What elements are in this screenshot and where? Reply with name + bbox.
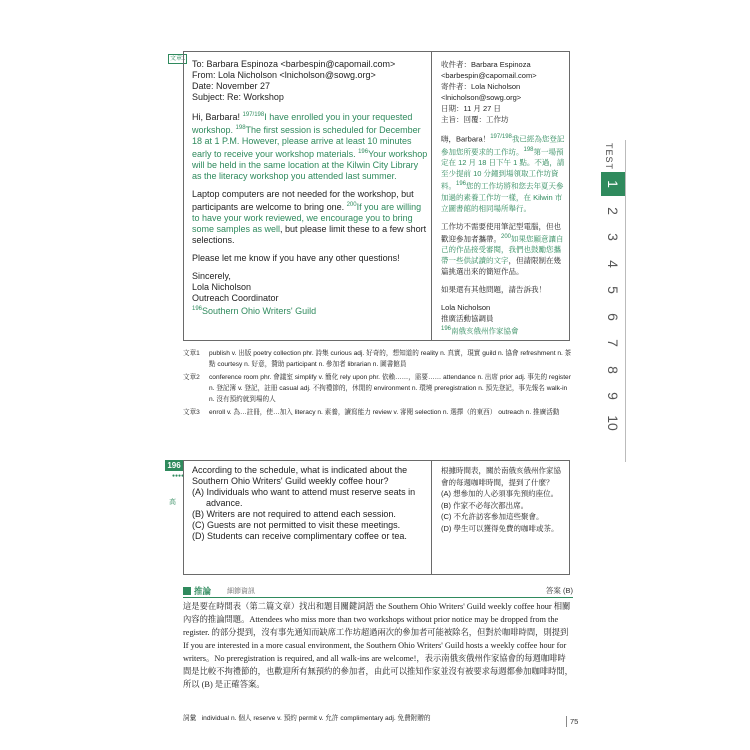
difficulty-dots: ●●●● <box>172 473 185 479</box>
tab-test-3[interactable]: 3 <box>604 233 621 241</box>
email-to: To: Barbara Espinoza <barbespin@capomail.com> <box>192 59 396 69</box>
tab-test-4[interactable]: 4 <box>604 259 621 268</box>
email-date: Date: November 27 <box>192 81 271 91</box>
email-passage-box <box>183 51 570 341</box>
question-number-badge: 196 <box>165 460 183 471</box>
option-d-zh: (D) 學生可以獲得免費的咖啡或茶。 <box>441 523 559 533</box>
explanation-vocab-list: individual n. 個人 reserve v. 預約 permit v. 允許 complimentary adj. 免費附贈的 <box>201 715 431 722</box>
answer-label: 答案 (B) <box>545 586 573 595</box>
question-english <box>192 465 428 542</box>
email-zh-paragraph-1: 嗨，Barbara！$^{197/198}$我已經為您登記參加您所要求的工作坊。$^{198}$第一場預定在 12 月 18 日下午 1 點。不過，請至少提前 10 分鐘到場領取工作坊資料。$^{196}$您的工作坊將和您去年夏天參加過的素養工作坊一樣，在 Kilwin 市立圖書館的相同場所舉行。 <box>441 134 565 213</box>
email-signature: Sincerely, Lola Nicholson Outreach Coordinator $^{196}$Southern Ohio Writers' Guild <box>192 271 317 316</box>
option-d: (D) Students can receive complimentary coffee or tea. <box>192 531 407 541</box>
tab-test-1[interactable]: 1 <box>601 172 625 196</box>
explanation-subtitle: 細節資訊 <box>227 588 255 595</box>
tab-test-6[interactable]: 6 <box>604 312 621 321</box>
divider <box>183 597 573 598</box>
explanation-header <box>183 585 573 597</box>
option-a-continued: advance. <box>206 498 243 508</box>
tab-test-2[interactable]: 2 <box>604 206 621 215</box>
option-c: (C) Guests are not permitted to visit these meetings. <box>192 520 401 530</box>
passage-tag: 文章1 <box>170 56 186 62</box>
vocab-row: 文章2 conference room phr. 會議室 simplify v. 簡化 rely upon phr. 依賴……，需要…… attendance n. 出席 prior adj. 事先的 register n. 登記簿 v. 登記，註冊 casual adj. 不拘禮節的，休閒的 environment n. 環境 preregistration n. 預先登記，事先報名 walk-in n. 沒有預約就到場的人 <box>183 374 571 403</box>
question-stem: According to the schedule, what is indicated about the Southern Ohio Writers' Guild weekly coffee hour? <box>192 465 408 486</box>
question-box <box>183 460 570 575</box>
email-zh-paragraph-2: 工作坊不需要使用筆記型電腦，但也歡迎參加者攜帶。$^{200}$如果您願意讓自己的作品接受審閱，我們也鼓勵您攜帶一些供試讀的文字，但請限制在幾篇挑選出來的簡短作品。 <box>441 221 564 276</box>
email-from: From: Lola Nicholson <lnicholson@sowg.org> <box>192 70 376 80</box>
tab-rail <box>625 140 626 462</box>
page-number: 75 <box>570 717 579 726</box>
column-divider <box>431 461 432 574</box>
email-zh-paragraph-3: 如果還有其他問題，請告訴我！ <box>441 285 546 294</box>
explanation-vocab <box>183 714 573 724</box>
tab-test-8[interactable]: 8 <box>604 365 621 374</box>
option-b: (B) Writers are not required to attend each session. <box>192 509 396 519</box>
explanation-text: 這是要在時間表（第二篇文章）找出和題目關鍵詞語 the Southern Ohio Writers' Guild weekly coffee hour 相關內容的推論問題。Attendees who miss more than two workshops without prior notice may be dropped from the register. 的部分提到，沒有事先通知而缺席工作坊超過兩次的參加者可能被除名，但對於咖啡時間，則提到 If you are interested in a more casual environment, the Southern Ohio Writers' Guild hosts a weekly coffee hour for writers。No preregistration is required, and all walk-ins are welcome!，表示南俄亥俄州作家協會的每週咖啡時間是比較不拘禮節的，也歡迎所有無預約的參加者，由此可以推知作家並沒有被要求每週都參加咖啡時間，所以 (B) 是正確答案。 <box>183 602 573 689</box>
email-english-column <box>192 59 428 324</box>
option-a: (A) Individuals who want to attend must reserve seats in <box>192 487 416 497</box>
email-paragraph-1: Hi, Barbara! $^{197/198}$I have enrolled you in your requested workshop. $^{198}$The first session is scheduled for December 18 at 1 P.M. However, please arrive at least 10 minutes early to receive your workshop materials. $^{196}$Your workshop will be held in the same location at the Kilwin City Library as the literacy workshop you attended last summer. <box>192 112 428 181</box>
tab-test-9[interactable]: 9 <box>604 392 621 400</box>
email-paragraph-2: Laptop computers are not needed for the workshop, but participants are welcome to bring one. $^{200}$If you are willing to have your work reviewed, we encourage you to bring some samples as well, but please limit these to a few short selections. <box>192 189 427 245</box>
bar-icon <box>183 587 191 595</box>
page-separator <box>566 716 567 727</box>
email-paragraph-3: Please let me know if you have any other questions! <box>192 253 400 263</box>
explanation-vocab-label: 詞彙 <box>183 715 197 722</box>
tab-test-5[interactable]: 5 <box>604 286 621 294</box>
vocabulary-list <box>183 348 573 420</box>
email-zh-signature: Lola Nicholson 推廣活動協調員 $^{196}$南俄亥俄州作家協會 <box>441 303 519 336</box>
option-a-zh: (A) 想參加的人必須事先預約座位。 <box>441 489 559 498</box>
tab-test-7[interactable]: 7 <box>604 339 621 347</box>
test-tab-label: TEST <box>604 143 614 171</box>
explanation-title: 推論 <box>194 586 212 596</box>
vocab-row: 文章3 enroll v. 為…註冊，使…加入 literacy n. 素養，讀寫能力 review v. 審閱 selection n. 選擇（的東西） outreach n. 推廣活動 <box>183 409 560 416</box>
option-b-zh: (B) 作家不必每次都出席。 <box>441 500 529 510</box>
vocab-row: 文章1 publish v. 出版 poetry collection phr. 詩集 curious adj. 好奇的，想知道的 reality n. 真實，現實 guild n. 協會 refreshment n. 茶點 courtesy n. 好意，贊助 participant n. 參加者 librarian n. 圖書館員 <box>183 350 572 368</box>
email-chinese-column: 收件者：Barbara Espinoza <barbespin@capomail.com> 寄件者：Lola Nicholson <lnicholson@sowg.org> 日期：11 月 27 日 主旨：回覆：工作坊 嗨，Barbara！$^{197/198}$我已經為您登記參加您所要求的工作坊。$^{198}$第一場預定在 12 月 18 日下午 1 點。不過，請至少提前 10 分鐘到場領取工作坊資料。$^{196}$您的工作坊將和您去年夏天參加過的素養工作坊一樣，在 Kilwin 市立圖書館的相同場所舉行。 工作坊不需要使用筆記型電腦，但也歡迎參加者攜帶。$^{200}$如果您願意讓自己的作品接受審閱，我們也鼓勵您攜帶一些供試讀的文字，但請限制在幾篇挑選出來的簡短作品。 如果還有其他問題，請告訴我！ Lola Nicholson 推廣活動協調員 $^{196}$南俄亥俄州作家協會 <box>441 60 565 336</box>
difficulty-level: 高 <box>169 499 176 506</box>
tab-test-10[interactable]: 10 <box>604 414 621 431</box>
email-subject: Subject: Re: Workshop <box>192 92 284 102</box>
question-stem-zh: 根據時間表，關於南俄亥俄州作家協會的每週咖啡時間，提到了什麼？ <box>441 466 561 487</box>
question-chinese <box>441 465 565 534</box>
column-divider <box>431 52 432 340</box>
option-c-zh: (C) 不允許訪客參加這些聚會。 <box>441 512 544 521</box>
